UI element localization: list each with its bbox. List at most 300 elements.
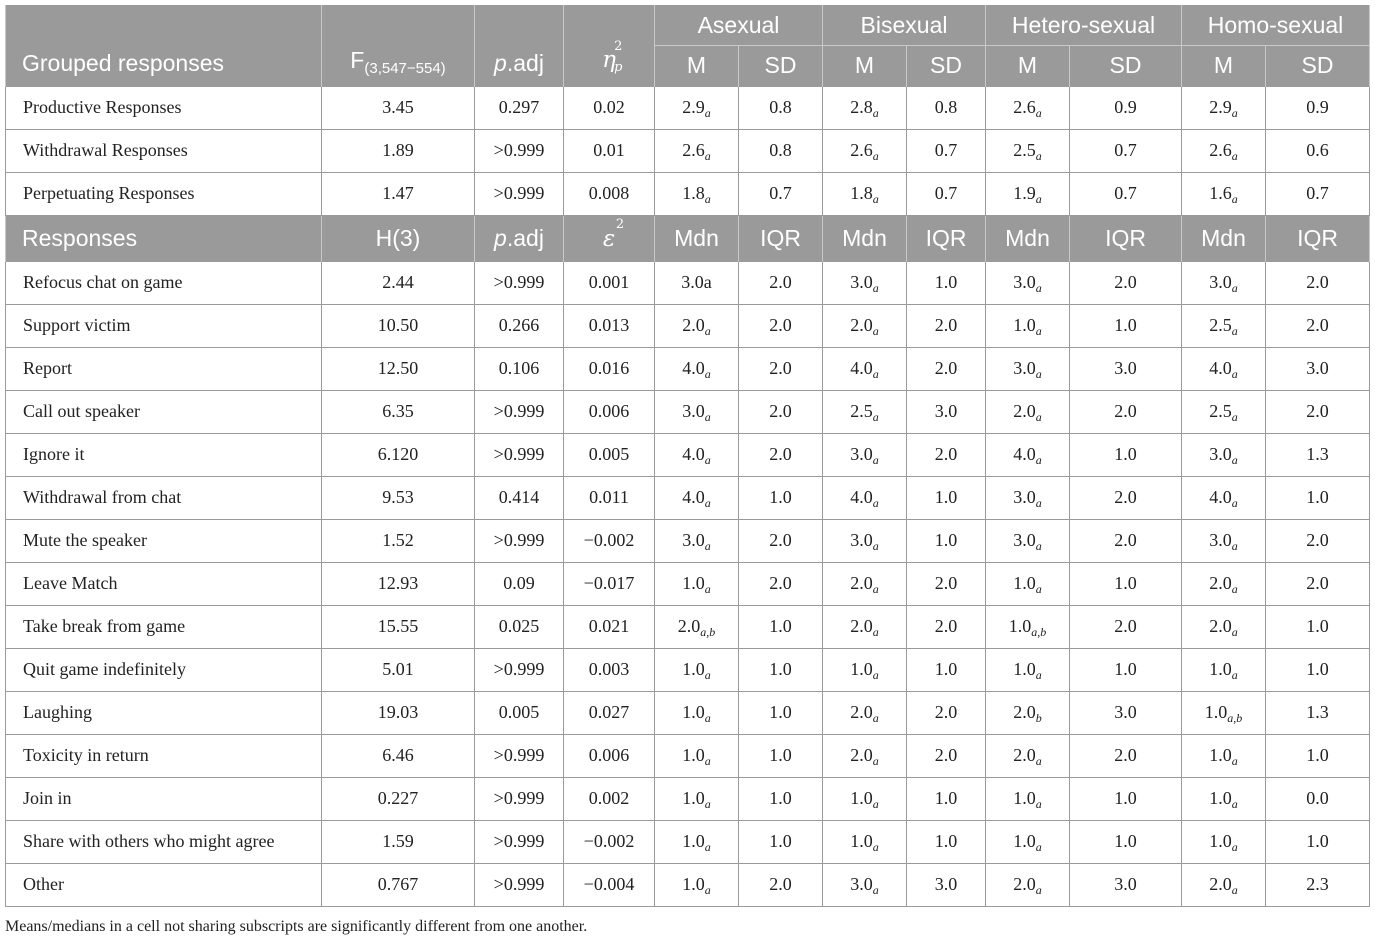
row-label: Withdrawal from chat	[6, 476, 322, 519]
value-cell	[1182, 390, 1266, 433]
eta-sup: 2	[614, 38, 623, 54]
cell-value: 2.5	[1209, 401, 1232, 421]
value-cell	[1266, 863, 1370, 906]
cell-subscript: a	[1231, 106, 1238, 120]
effect-size-cell: 0.008	[564, 172, 655, 215]
cell-value: 3.0	[1013, 358, 1036, 378]
cell-subscript: a	[1035, 539, 1042, 553]
value-cell	[739, 476, 823, 519]
cell-subscript: a	[1231, 883, 1238, 897]
value-cell	[739, 172, 823, 215]
cell-value: 1.3	[1306, 702, 1329, 722]
cell-value: 1.0	[1008, 616, 1032, 636]
p-value-cell: >0.999	[475, 863, 564, 906]
cell-value: 3.0	[934, 401, 958, 421]
value-cell	[1182, 562, 1266, 605]
value-cell	[823, 734, 907, 777]
cell-subscript: a	[704, 711, 711, 725]
cell-subscript: a	[1035, 883, 1042, 897]
cell-value: 1.0	[850, 831, 873, 851]
col-header-iqr: IQR	[1266, 215, 1370, 261]
stat-cell: 1.89	[322, 129, 475, 172]
epsilon-squared-header	[564, 215, 655, 261]
cell-value: 2.0	[850, 702, 873, 722]
row-label: Join in	[6, 777, 322, 820]
value-cell	[986, 86, 1070, 129]
p-adj-suffix: .adj	[506, 49, 544, 76]
table-row	[6, 605, 1370, 648]
value-cell	[986, 129, 1070, 172]
stat-cell: 1.52	[322, 519, 475, 562]
value-cell	[823, 476, 907, 519]
value-cell	[1070, 261, 1182, 304]
value-cell	[1070, 347, 1182, 390]
value-cell	[1070, 605, 1182, 648]
effect-size-cell: −0.002	[564, 820, 655, 863]
value-cell	[907, 777, 986, 820]
table-row	[6, 562, 1370, 605]
value-cell	[907, 172, 986, 215]
value-cell	[823, 519, 907, 562]
table-row	[6, 304, 1370, 347]
col-header-sd: SD	[907, 45, 986, 86]
effect-size-cell: 0.02	[564, 86, 655, 129]
cell-value: 4.0	[850, 358, 873, 378]
cell-subscript: a,b	[1227, 711, 1243, 725]
value-cell	[655, 172, 739, 215]
value-cell	[986, 476, 1070, 519]
cell-subscript: a	[872, 625, 879, 639]
cell-value: 3.0	[850, 874, 873, 894]
value-cell	[1266, 476, 1370, 519]
cell-value: 2.0	[1306, 315, 1329, 335]
value-cell	[1266, 390, 1370, 433]
cell-value: 2.0	[677, 616, 701, 636]
value-cell	[1070, 734, 1182, 777]
p-symbol: p	[494, 49, 507, 76]
cell-value: 3.0	[1306, 358, 1329, 378]
cell-value: 2.0	[1013, 745, 1036, 765]
cell-value: 1.0	[934, 272, 958, 292]
cell-subscript: a	[1231, 149, 1238, 163]
effect-size-cell: 0.021	[564, 605, 655, 648]
value-cell	[655, 777, 739, 820]
cell-subscript: a	[872, 496, 879, 510]
value-cell	[907, 605, 986, 648]
cell-value: 2.0	[850, 573, 873, 593]
value-cell	[655, 519, 739, 562]
cell-value: 2.6	[850, 140, 873, 160]
cell-value: 3.0	[1114, 702, 1137, 722]
cell-value: 1.0	[682, 659, 705, 679]
value-cell	[1266, 86, 1370, 129]
value-cell	[739, 605, 823, 648]
value-cell	[739, 691, 823, 734]
stat-cell: 9.53	[322, 476, 475, 519]
value-cell	[986, 863, 1070, 906]
table-row	[6, 691, 1370, 734]
cell-value: 2.5	[1013, 140, 1036, 160]
p-value-cell: >0.999	[475, 519, 564, 562]
value-cell	[1266, 777, 1370, 820]
cell-value: 2.6	[682, 140, 705, 160]
cell-subscript: a	[1231, 625, 1238, 639]
value-cell	[1070, 777, 1182, 820]
cell-subscript: b	[1035, 711, 1042, 725]
col-header-mdn: Mdn	[986, 215, 1070, 261]
value-cell	[1182, 86, 1266, 129]
value-cell	[823, 648, 907, 691]
cell-value: 1.0	[682, 745, 705, 765]
effect-size-cell: 0.011	[564, 476, 655, 519]
value-cell	[1182, 863, 1266, 906]
p-value-cell: >0.999	[475, 777, 564, 820]
cell-value: 2.6	[1013, 97, 1036, 117]
cell-value: 4.0	[682, 444, 705, 464]
cell-subscript: a	[1035, 106, 1042, 120]
cell-value: 4.0	[1209, 358, 1232, 378]
cell-value: 0.7	[934, 183, 958, 203]
value-cell	[823, 605, 907, 648]
value-cell	[986, 734, 1070, 777]
value-cell	[986, 562, 1070, 605]
cell-value: 1.0	[1209, 745, 1232, 765]
row-label: Call out speaker	[6, 390, 322, 433]
value-cell	[986, 691, 1070, 734]
group-header-asexual: Asexual	[655, 5, 823, 45]
effect-size-cell: −0.017	[564, 562, 655, 605]
stat-cell: 1.59	[322, 820, 475, 863]
cell-value: 1.0	[1306, 487, 1329, 507]
cell-value: 3.0	[850, 444, 873, 464]
cell-subscript: a	[872, 797, 879, 811]
f-stat-header	[322, 5, 475, 86]
value-cell	[823, 820, 907, 863]
stat-cell: 6.35	[322, 390, 475, 433]
cell-value: 2.0	[934, 315, 958, 335]
stat-cell: 0.227	[322, 777, 475, 820]
cell-value: 1.0	[769, 616, 792, 636]
cell-value: 1.0	[850, 788, 873, 808]
cell-value: 3.0	[682, 530, 705, 550]
table-row	[6, 863, 1370, 906]
cell-value: 1.0	[934, 659, 958, 679]
value-cell	[655, 433, 739, 476]
value-cell	[1182, 304, 1266, 347]
cell-value: 2.6	[1209, 140, 1232, 160]
table-footnote: Means/medians in a cell not sharing subscripts are significantly different from one another.	[5, 918, 588, 935]
cell-subscript: a	[704, 410, 711, 424]
effect-size-cell: 0.01	[564, 129, 655, 172]
effect-size-cell: 0.027	[564, 691, 655, 734]
value-cell	[1266, 519, 1370, 562]
value-cell	[1182, 433, 1266, 476]
table-row	[6, 476, 1370, 519]
p-value-cell: 0.297	[475, 86, 564, 129]
row-label: Toxicity in return	[6, 734, 322, 777]
stat-cell: 0.767	[322, 863, 475, 906]
eta-char: η	[602, 46, 616, 73]
cell-subscript: a	[872, 754, 879, 768]
value-cell	[986, 519, 1070, 562]
table-row	[6, 261, 1370, 304]
epsilon-sup: 2	[615, 216, 625, 232]
cell-value: 4.0	[682, 358, 705, 378]
value-cell	[655, 648, 739, 691]
row-label: Productive Responses	[6, 86, 322, 129]
value-cell	[1266, 261, 1370, 304]
cell-value: 3.0	[1013, 487, 1036, 507]
value-cell	[823, 691, 907, 734]
cell-value: 1.0	[682, 702, 705, 722]
effect-size-cell: 0.001	[564, 261, 655, 304]
value-cell	[739, 129, 823, 172]
cell-value: 2.0	[934, 616, 958, 636]
group-header-homosexual: Homo-sexual	[1182, 5, 1370, 45]
value-cell	[907, 433, 986, 476]
effect-size-cell: 0.006	[564, 734, 655, 777]
value-cell	[986, 304, 1070, 347]
cell-subscript: a	[872, 668, 879, 682]
cell-value: 0.8	[769, 97, 792, 117]
header-row-groups	[6, 5, 1370, 45]
value-cell	[739, 433, 823, 476]
p-value-cell: 0.266	[475, 304, 564, 347]
cell-value: 2.5	[1209, 315, 1232, 335]
value-cell	[655, 605, 739, 648]
cell-value: 2.0	[850, 315, 873, 335]
cell-value: 2.0	[769, 874, 792, 894]
cell-subscript: a	[872, 149, 879, 163]
value-cell	[739, 648, 823, 691]
col-header-iqr: IQR	[739, 215, 823, 261]
cell-subscript: a	[704, 496, 711, 510]
cell-subscript: a	[872, 711, 879, 725]
cell-subscript: a	[1231, 539, 1238, 553]
cell-value: 2.3	[1306, 874, 1329, 894]
row-label: Perpetuating Responses	[6, 172, 322, 215]
p-adj-header-b	[475, 215, 564, 261]
row-label: Take break from game	[6, 605, 322, 648]
row-label: Other	[6, 863, 322, 906]
value-cell	[1266, 648, 1370, 691]
cell-subscript: a	[1035, 453, 1042, 467]
cell-value: 0.7	[769, 183, 792, 203]
value-cell	[907, 648, 986, 691]
col-header-m: M	[823, 45, 907, 86]
cell-value: 2.0	[1013, 401, 1036, 421]
cell-subscript: a	[704, 367, 711, 381]
cell-value: 1.0	[1306, 616, 1329, 636]
value-cell	[1070, 519, 1182, 562]
cell-value: 2.0	[769, 573, 792, 593]
cell-subscript: a	[1035, 324, 1042, 338]
cell-value: 1.0	[769, 788, 792, 808]
cell-subscript: a	[704, 324, 711, 338]
value-cell	[1070, 129, 1182, 172]
value-cell	[907, 347, 986, 390]
value-cell	[655, 129, 739, 172]
cell-value: 2.0	[769, 315, 792, 335]
table-row	[6, 172, 1370, 215]
cell-value: 1.0	[769, 702, 792, 722]
value-cell	[739, 390, 823, 433]
cell-value: 4.0	[1209, 487, 1232, 507]
p-value-cell: >0.999	[475, 820, 564, 863]
cell-subscript: a	[872, 410, 879, 424]
value-cell	[1182, 129, 1266, 172]
cell-value: 2.0	[1306, 272, 1329, 292]
stat-cell: 19.03	[322, 691, 475, 734]
cell-subscript: a	[872, 281, 879, 295]
stat-cell: 2.44	[322, 261, 475, 304]
effect-size-cell: 0.016	[564, 347, 655, 390]
row-label: Withdrawal Responses	[6, 129, 322, 172]
cell-value: 1.0	[1114, 788, 1137, 808]
cell-value: 1.0	[1114, 831, 1137, 851]
cell-subscript: a	[1035, 367, 1042, 381]
cell-value: 1.0	[769, 487, 792, 507]
cell-value: 1.0	[1209, 659, 1232, 679]
p-value-cell: >0.999	[475, 734, 564, 777]
cell-value: 2.9	[682, 97, 705, 117]
cell-value: 1.0	[1114, 659, 1137, 679]
effect-size-cell: 0.013	[564, 304, 655, 347]
value-cell	[907, 863, 986, 906]
table-row	[6, 734, 1370, 777]
col-header-mdn: Mdn	[655, 215, 739, 261]
value-cell	[1182, 820, 1266, 863]
value-cell	[986, 390, 1070, 433]
cell-subscript: a	[1231, 410, 1238, 424]
header-row-b	[6, 215, 1370, 261]
value-cell	[655, 734, 739, 777]
table-row	[6, 129, 1370, 172]
cell-subscript: a	[704, 840, 711, 854]
cell-value: 2.0	[934, 358, 958, 378]
cell-subscript: a	[872, 883, 879, 897]
cell-subscript: a	[872, 192, 879, 206]
cell-value: 3.0	[850, 530, 873, 550]
table-row	[6, 820, 1370, 863]
value-cell	[739, 777, 823, 820]
value-cell	[823, 304, 907, 347]
p-value-cell: 0.09	[475, 562, 564, 605]
cell-value: 3.0a	[681, 272, 712, 292]
cell-value: 2.9	[1209, 97, 1232, 117]
value-cell	[1266, 172, 1370, 215]
value-cell	[739, 562, 823, 605]
col-header-mdn: Mdn	[1182, 215, 1266, 261]
value-cell	[1266, 304, 1370, 347]
row-label: Leave Match	[6, 562, 322, 605]
p-value-cell: 0.106	[475, 347, 564, 390]
cell-value: 2.0	[1306, 401, 1329, 421]
cell-subscript: a	[1231, 797, 1238, 811]
grouped-responses-header: Grouped responses	[6, 5, 322, 86]
cell-value: 2.0	[1114, 272, 1137, 292]
cell-value: 2.0	[850, 616, 873, 636]
stat-cell: 5.01	[322, 648, 475, 691]
stat-cell: 6.120	[322, 433, 475, 476]
cell-value: 1.0	[1013, 315, 1036, 335]
cell-subscript: a	[704, 192, 711, 206]
cell-value: 2.8	[850, 97, 873, 117]
cell-subscript: a	[872, 582, 879, 596]
value-cell	[823, 562, 907, 605]
cell-subscript: a	[1035, 149, 1042, 163]
value-cell	[823, 390, 907, 433]
value-cell	[907, 129, 986, 172]
cell-value: 2.0	[1114, 745, 1137, 765]
cell-subscript: a	[704, 754, 711, 768]
col-header-sd: SD	[739, 45, 823, 86]
value-cell	[1182, 734, 1266, 777]
value-cell	[823, 86, 907, 129]
effect-size-cell: 0.006	[564, 390, 655, 433]
row-label: Quit game indefinitely	[6, 648, 322, 691]
value-cell	[1182, 777, 1266, 820]
cell-value: 1.0	[1013, 831, 1036, 851]
value-cell	[1182, 519, 1266, 562]
col-header-iqr: IQR	[907, 215, 986, 261]
cell-value: 2.0	[934, 573, 958, 593]
cell-value: 2.0	[769, 272, 792, 292]
value-cell	[1070, 863, 1182, 906]
cell-subscript: a	[1035, 797, 1042, 811]
cell-value: 1.0	[769, 659, 792, 679]
value-cell	[823, 433, 907, 476]
value-cell	[907, 519, 986, 562]
row-label: Laughing	[6, 691, 322, 734]
value-cell	[907, 691, 986, 734]
responses-header: Responses	[6, 215, 322, 261]
p-value-cell: >0.999	[475, 261, 564, 304]
stat-cell: 3.45	[322, 86, 475, 129]
cell-value: 4.0	[1013, 444, 1036, 464]
col-header-m: M	[1182, 45, 1266, 86]
cell-subscript: a	[872, 324, 879, 338]
value-cell	[986, 777, 1070, 820]
cell-subscript: a	[1231, 324, 1238, 338]
table-row	[6, 433, 1370, 476]
cell-value: 1.0	[934, 530, 958, 550]
cell-value: 2.0	[769, 401, 792, 421]
cell-subscript: a	[1231, 496, 1238, 510]
p-value-cell: >0.999	[475, 172, 564, 215]
col-header-mdn: Mdn	[823, 215, 907, 261]
value-cell	[739, 734, 823, 777]
cell-value: 1.0	[1306, 745, 1329, 765]
cell-value: 1.8	[682, 183, 705, 203]
cell-subscript: a	[872, 453, 879, 467]
cell-value: 2.0	[934, 745, 958, 765]
table-row	[6, 777, 1370, 820]
value-cell	[1070, 172, 1182, 215]
cell-value: 2.0	[850, 745, 873, 765]
cell-value: 1.0	[1114, 573, 1137, 593]
cell-subscript: a	[1035, 496, 1042, 510]
value-cell	[739, 304, 823, 347]
value-cell	[823, 777, 907, 820]
value-cell	[739, 347, 823, 390]
value-cell	[655, 86, 739, 129]
value-cell	[655, 304, 739, 347]
value-cell	[655, 347, 739, 390]
value-cell	[1266, 691, 1370, 734]
value-cell	[1266, 562, 1370, 605]
value-cell	[907, 562, 986, 605]
